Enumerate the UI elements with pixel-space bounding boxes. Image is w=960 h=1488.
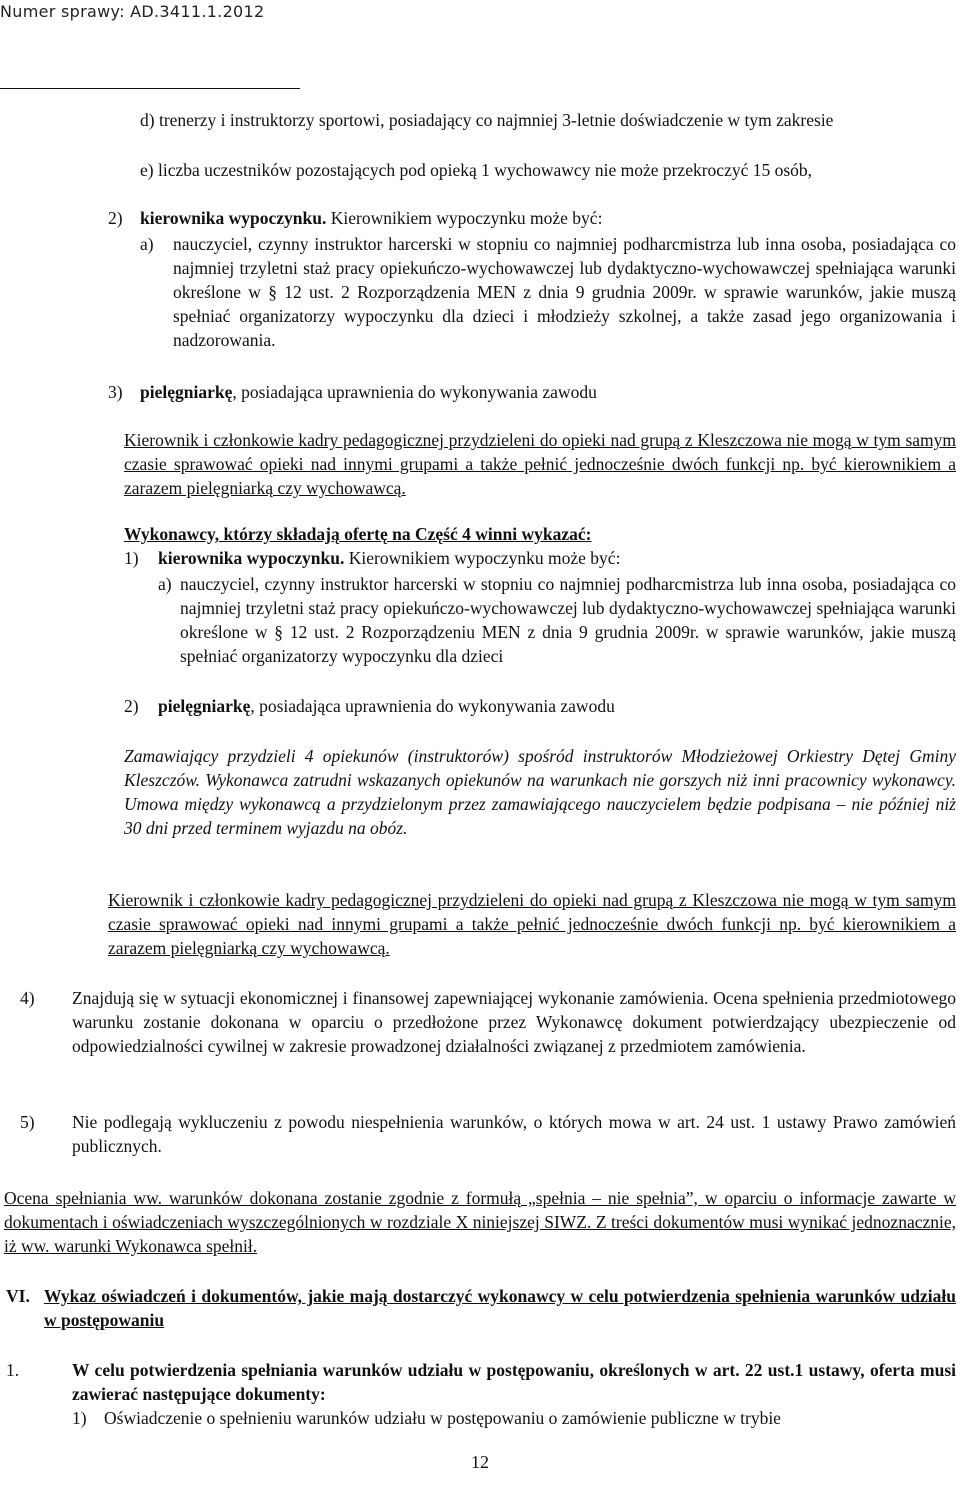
point-1-text: W celu potwierdzenia spełniania warunków udziału w postępowaniu, określonych w art. 22 ust.1 ustawy, oferta musi zawierać następujące dokumenty:: [72, 1360, 956, 1404]
item-3-bold: pielęgniarkę: [140, 382, 233, 402]
point-1-number: 1.: [6, 1360, 20, 1380]
part-4-item-1-text: [158, 546, 956, 570]
list-item-d: d) trenerzy i instruktorzy sportowi, posiadający co najmniej 3-letnie doświadczenie w tym zakresie: [140, 110, 834, 130]
item-2-bold: kierownika wypoczynku.: [140, 208, 327, 228]
item-2-rest: Kierownikiem wypoczynku może być:: [326, 208, 603, 228]
part-4-item-1a-label: a): [158, 574, 172, 594]
item-2a-text: nauczyciel, czynny instruktor harcerski w stopniu co najmniej podharcmistrza lub inna osoba, posiadająca co najmniej trzyletni staż pracy opiekuńczo-wychowawczej lub dydaktyczno-wychowawczej spełniająca warunki określone w § 12 ust. 2 Rozporządzenia MEN z dnia 9 grudnia 2009r. w sprawie warunków, jakie muszą spełniać organizatorzy wypoczynku dla dzieci i młodzieży szkolnej, a także zasad jego organizowania i nadzorowania.: [173, 234, 956, 350]
item-3-text: [140, 380, 956, 404]
part-4-item-2-rest: , posiadająca uprawnienia do wykonywania zawodu: [250, 696, 615, 716]
part-4-item-1-rest: Kierownikiem wypoczynku może być:: [344, 548, 621, 568]
supervision-note-2: Kierownik i członkowie kadry pedagogicznej przydzieleni do opieki nad grupą z Kleszczowa nie mogą w tym samym czasie sprawować opieki nad innymi grupami a także pełnić jednocześnie dwóch funkcji np. być kierownikiem a zarazem pielęgniarką czy wychowawcą.: [108, 890, 956, 958]
item-4-number: 4): [20, 988, 35, 1008]
point-1-sub-text: Oświadczenie o spełnieniu warunków udziału w postępowaniu o zamówienie publiczne w trybie: [104, 1408, 781, 1428]
assessment-paragraph: Ocena spełniania ww. warunków dokonana zostanie zgodnie z formułą „spełnia – nie spełnia”, w oparciu o informacje zawarte w dokumentach i oświadczeniach wyszczególnionych w rozdziale X niniejszej SIWZ. Z treści dokumentów musi wynikać jednoznacznie, iż ww. warunki Wykonawca spełnił.: [4, 1188, 956, 1256]
header-rule: [0, 88, 300, 89]
list-item-e: e) liczba uczestników pozostających pod opieką 1 wychowawcy nie może przekroczyć 15 osób,: [140, 160, 813, 180]
supervision-note-1: Kierownik i członkowie kadry pedagogicznej przydzieleni do opieki nad grupą z Kleszczowa nie mogą w tym samym czasie sprawować opieki nad innymi grupami a także pełnić jednocześnie dwóch funkcji np. być kierownikiem a zarazem pielęgniarką czy wychowawcą.: [124, 430, 956, 498]
part-4-heading: Wykonawcy, którzy składają ofertę na Część 4 winni wykazać:: [124, 524, 592, 544]
item-3-number: 3): [108, 382, 123, 402]
part-4-item-2-bold: pielęgniarkę: [158, 696, 251, 716]
item-4-text: Znajdują się w sytuacji ekonomicznej i finansowej zapewniającej wykonanie zamówienia. Ocena spełnienia przedmiotowego warunku zostanie dokonana w oparciu o przedłożone przez Wykonawcę dokument potwierdzający ubezpieczenie od odpowiedzialności cywilnej w zakresie prowadzonej działalności związanej z przedmiotem zamówienia.: [72, 988, 956, 1056]
item-5-text: Nie podlegają wykluczeniu z powodu niespełnienia warunków, o których mowa w art. 24 ust. 1 ustawy Prawo zamówień publicznych.: [72, 1112, 956, 1156]
section-vi-title: Wykaz oświadczeń i dokumentów, jakie mają dostarczyć wykonawcy w celu potwierdzenia spełnienia warunków udziału w postępowaniu: [44, 1286, 956, 1330]
section-vi-number: VI.: [6, 1286, 30, 1306]
part-4-item-1-number: 1): [124, 548, 139, 568]
part-4-item-1a-text: nauczyciel, czynny instruktor harcerski w stopniu co najmniej podharcmistrza lub inna osoba, posiadająca co najmniej trzyletni staż pracy opiekuńczo-wychowawczej lub dydaktyczno-wychowawczej spełniająca warunki określone w § 12 ust. 2 Rozporządzeniu MEN z dnia 9 grudnia 2009r. w sprawie warunków, jakie muszą spełniać organizatorzy wypoczynku dla dzieci: [180, 574, 956, 666]
item-2a-label: a): [140, 234, 154, 254]
part-4-item-2-number: 2): [124, 696, 139, 716]
item-2-text: [140, 206, 956, 230]
part-4-item-2-text: [158, 694, 956, 718]
point-1-sub-number: 1): [72, 1408, 87, 1428]
part-4-item-1-bold: kierownika wypoczynku.: [158, 548, 345, 568]
page-number: 12: [471, 1452, 489, 1472]
case-number-header: Numer sprawy: AD.3411.1.2012: [0, 2, 265, 21]
instructors-italic-note: Zamawiający przydzieli 4 opiekunów (instruktorów) spośród instruktorów Młodzieżowej Orkiestry Dętej Gminy Kleszczów. Wykonawca zatrudni wskazanych opiekunów na warunkach nie gorszych niż inni pracownicy wykonawcy. Umowa między wykonawcą a przydzielonym przez zamawiającego nauczycielem będzie podpisana – nie później niż 30 dni przed terminem wyjazdu na obóz.: [124, 746, 956, 838]
item-3-rest: , posiadająca uprawnienia do wykonywania zawodu: [232, 382, 597, 402]
item-5-number: 5): [20, 1112, 35, 1132]
item-2-number: 2): [108, 208, 123, 228]
